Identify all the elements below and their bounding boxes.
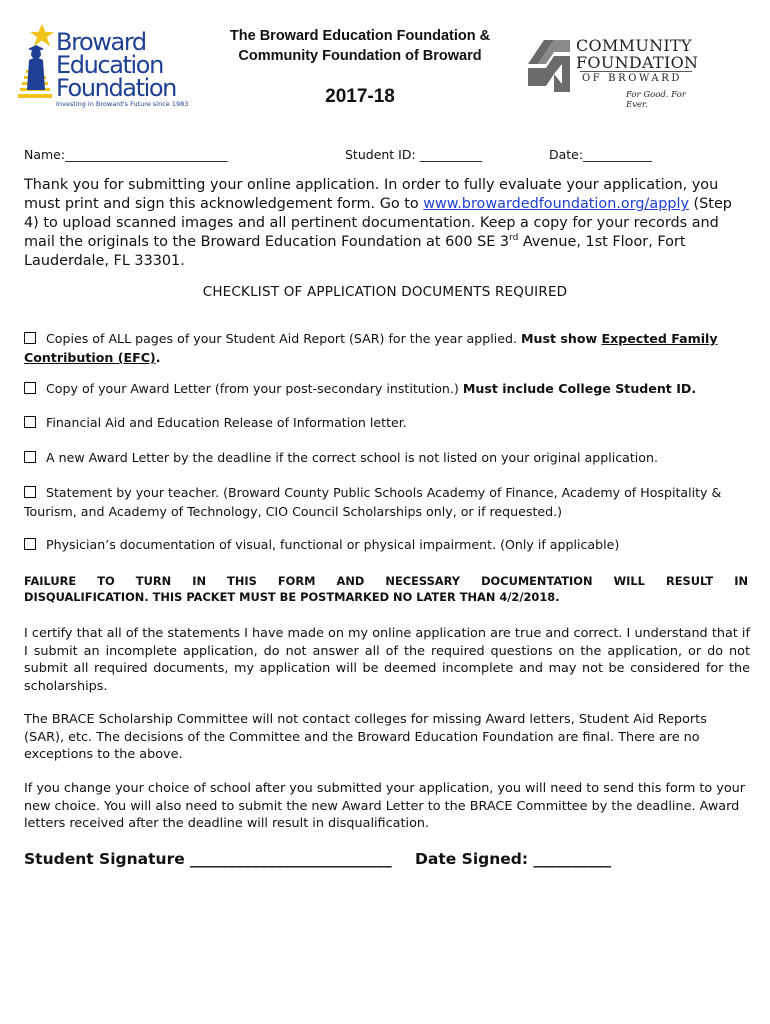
date-field[interactable]: Date:___________ xyxy=(549,147,652,162)
checklist-item-text: Physician’s documentation of visual, functional or physical impairment. (Only if applicable) xyxy=(46,537,620,552)
warning-line-1: FAILURE TO TURN IN THIS FORM AND NECESSARY DOCUMENTATION WILL RESULT IN xyxy=(24,574,748,588)
checklist-item-release-letter xyxy=(24,413,754,432)
checkbox[interactable] xyxy=(24,332,36,344)
student-id-field[interactable]: Student ID: __________ xyxy=(345,147,483,162)
checkbox[interactable] xyxy=(24,486,36,498)
intro-text-3: Avenue, 1st Floor, Fort Lauderdale, FL 33301. xyxy=(24,234,686,269)
bef-logo-word-broward: Broward xyxy=(56,28,146,56)
checklist-item-text: Copy of your Award Letter (from your post-secondary institution.) xyxy=(46,381,463,396)
broward-education-foundation-logo xyxy=(12,20,187,108)
checkbox[interactable] xyxy=(24,416,36,428)
checklist-item-text: A new Award Letter by the deadline if the correct school is not listed on your original application. xyxy=(46,450,658,465)
intro-text-2: (Step 4) to upload scanned images and all pertinent documentation. Keep a copy for your records and mail the originals to the Broward Education Foundation at 600 SE 3 xyxy=(24,196,732,250)
cfb-logo-line-community: COMMUNITY xyxy=(576,36,692,55)
bef-logo-tagline: Investing in Broward's Future since 1983 xyxy=(56,100,189,108)
checklist-item-bold: Must show xyxy=(520,331,602,346)
graduate-star-icon xyxy=(12,24,58,108)
disqualification-warning xyxy=(24,573,748,605)
community-foundation-logo xyxy=(524,32,700,108)
checklist-item-text: Statement by your teacher. (Broward County Public Schools Academy of Finance, Academy of Hospitality & Tourism, and Academy of Technology, CIO Council Scholarships only, or if requested.) xyxy=(24,485,722,519)
cfb-logo-line-of-broward: OF BROWARD xyxy=(582,73,682,84)
committee-paragraph: The BRACE Scholarship Committee will not contact colleges for missing Award letters, Student Aid Reports (SAR), etc. The decisions of the Committee and the Broward Education Foundation are final. There are no exceptions to the above. xyxy=(24,712,707,762)
checklist-item-bold: Must include College Student ID. xyxy=(462,381,697,396)
date-signed-field[interactable]: Date Signed: __________ xyxy=(415,850,611,868)
document-title xyxy=(205,26,515,66)
cfb-logo-divider xyxy=(580,71,692,72)
checklist-item-award-letter xyxy=(24,379,754,398)
checklist-item-text: Copies of ALL pages of your Student Aid Report (SAR) for the year applied. xyxy=(46,331,521,346)
checklist-item-bold-underlined: Expected Family Contribution (EFC) xyxy=(24,331,718,365)
certification-paragraph: I certify that all of the statements I have made on my online application are true and correct. I understand that if I submit an incomplete application, do not answer all of the required questions on the application, or do not submit all required documents, my application will be deemed incomplete and may not be considered for the scholarships. xyxy=(24,626,750,694)
checklist-title: CHECKLIST OF APPLICATION DOCUMENTS REQUIRED xyxy=(202,284,568,300)
warning-line-2: DISQUALIFICATION. THIS PACKET MUST BE POSTMARKED NO LATER THAN 4/2/2018. xyxy=(24,590,560,604)
name-field[interactable]: Name:__________________________ xyxy=(24,147,228,162)
cfb-logo-tagline: For Good. For Ever. xyxy=(626,90,686,110)
checklist-item-teacher-statement xyxy=(24,483,754,521)
apply-link[interactable]: www.browardedfoundation.org/apply xyxy=(423,196,689,212)
school-change-paragraph: If you change your choice of school after you submitted your application, you will need to send this form to your new choice. You will also need to submit the new Award Letter to the BRACE Committee by the deadline. Award letters received after the deadline will result in disqualification. xyxy=(24,781,746,831)
bef-logo-word-education: Education xyxy=(56,51,163,79)
school-year: 2017-18 xyxy=(325,86,395,107)
checklist-item-new-award-letter xyxy=(24,448,754,467)
checklist-item-sar xyxy=(24,329,754,367)
intro-superscript: rd xyxy=(509,233,519,244)
cfb-logo-line-foundation: FOUNDATION xyxy=(576,53,699,72)
checkbox[interactable] xyxy=(24,451,36,463)
intro-text-1: Thank you for submitting your online application. In order to fully evaluate your application, you must print and sign this acknowledgement form. Go to xyxy=(24,177,719,212)
checklist-item-text: Financial Aid and Education Release of Information letter. xyxy=(46,415,407,430)
title-line-2: Community Foundation of Broward xyxy=(238,48,482,64)
checkbox[interactable] xyxy=(24,382,36,394)
community-foundation-mark-icon xyxy=(524,34,574,96)
checklist-item-physician-documentation xyxy=(24,535,754,554)
title-line-1: The Broward Education Foundation & xyxy=(229,28,491,44)
signature-row xyxy=(24,850,754,868)
bef-logo-word-foundation: Foundation xyxy=(56,74,176,102)
checkbox[interactable] xyxy=(24,538,36,550)
student-signature-field[interactable]: Student Signature __________________________ xyxy=(24,850,392,868)
checklist-item-end: . xyxy=(155,350,161,365)
intro-paragraph xyxy=(24,176,750,271)
